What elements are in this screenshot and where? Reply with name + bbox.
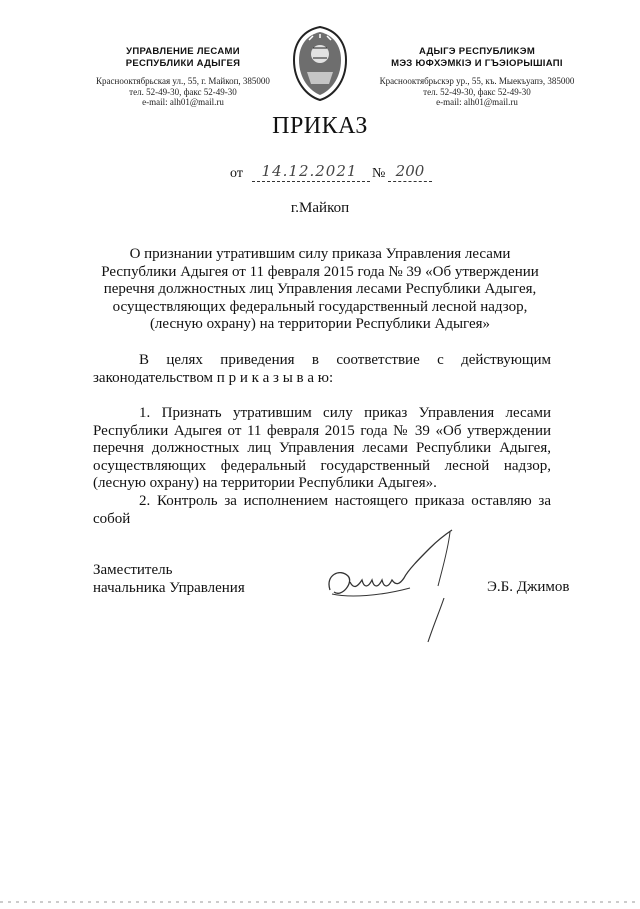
preamble-line2: законодательством п р и к а з ы в а ю: xyxy=(93,370,334,386)
order-date-number-line xyxy=(230,164,450,188)
city: г.Майкоп xyxy=(290,200,350,216)
order-item-1: 1. Признать утратившим силу приказ Управления лесами Республики Адыгея от 11 февраля 2015 года № 39 «Об утверждении перечня должностных лиц Управления лесами Республики Адыгея, осуществляющих федеральный государственный лесной надзор, (лесную охрану) на территории Республики Адыгея». xyxy=(93,405,551,492)
header-left-block xyxy=(68,46,298,108)
org-email-ru: e-mail: alh01@mail.ru xyxy=(142,97,224,107)
org-name-ady-line1: АДЫГЭ РЕСПУБЛИКЭМ xyxy=(418,46,536,57)
order-number-handwritten: 200 xyxy=(395,162,425,180)
org-address-ady: Краснооктябрьскэр ур., 55, къ. Мыекъуапэ, 385000 xyxy=(379,76,575,86)
order-subject: О признании утратившим силу приказа Управления лесами Республики Адыгея от 11 февраля 2015 года № 39 «Об утверждении перечня должностных лиц Управления лесами Республики Адыгея, осуществляющих федеральный государственный лесной надзор, (лесную охрану) на территории Республики Адыгея» xyxy=(101,246,539,333)
header-right-block xyxy=(362,46,592,108)
signatory-name: Э.Б. Джимов xyxy=(487,579,570,595)
org-address-ru: Краснооктябрьская ул., 55, г. Майкоп, 385000 xyxy=(96,76,270,86)
org-email-ady: e-mail: alh01@mail.ru xyxy=(436,97,518,107)
coat-of-arms-icon xyxy=(289,24,351,102)
org-name-ru-line1: УПРАВЛЕНИЕ ЛЕСАМИ xyxy=(126,46,240,57)
org-phone-ru: тел. 52-49-30, факс 52-49-30 xyxy=(129,86,237,97)
preamble-line1: В целях приведения в соответствие с действующим xyxy=(139,352,551,368)
order-item-2: 2. Контроль за исполнением настоящего приказа оставляю за собой xyxy=(93,493,551,527)
date-prefix: от xyxy=(230,166,243,181)
org-phone-ady: тел. 52-49-30, факс 52-49-30 xyxy=(423,86,531,97)
order-date-handwritten: 14.12.2021 xyxy=(261,162,358,180)
signatory-title xyxy=(93,562,245,597)
date-underline xyxy=(252,181,370,182)
org-name-ru-line2: РЕСПУБЛИКИ АДЫГЕЯ xyxy=(125,58,241,69)
document-title: ПРИКАЗ xyxy=(272,113,368,139)
number-underline xyxy=(388,181,432,182)
signatory-title-line2: начальника Управления xyxy=(93,579,245,596)
org-name-ady-line2: МЭЗ ЮФХЭМКIЭ И ГЪЭIОРЫШIАПI xyxy=(391,58,563,69)
signatory-title-line1: Заместитель xyxy=(93,562,173,578)
scan-edge-divider xyxy=(0,891,640,895)
handwritten-signature-icon xyxy=(320,520,470,650)
number-prefix: № xyxy=(372,166,386,181)
